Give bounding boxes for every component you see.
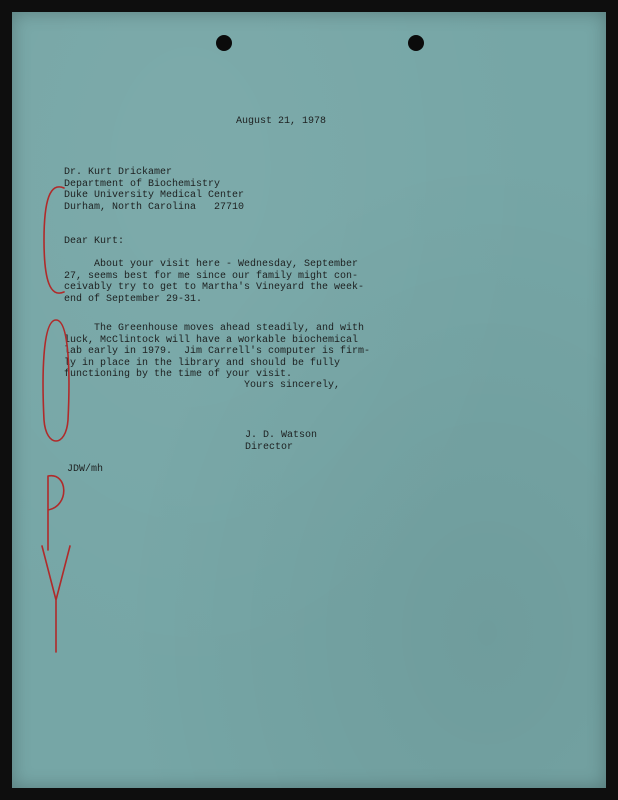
signer-title: Director xyxy=(245,441,294,453)
recipient-department: Department of Biochemistry xyxy=(64,178,221,190)
recipient-name: Dr. Kurt Drickamer xyxy=(64,167,173,178)
stamp-letter-o xyxy=(43,320,69,441)
closing: Yours sincerely, xyxy=(244,380,341,391)
text-line: About your visit here - Wednesday, September xyxy=(64,259,359,270)
recipient-address xyxy=(64,167,244,213)
body-paragraph-2 xyxy=(64,323,370,381)
letter-date: August 21, 1978 xyxy=(236,116,327,127)
signature-block xyxy=(245,430,317,453)
text-line: lab early in 1979. Jim Carrell's computer is firm- xyxy=(64,346,371,357)
stamp-letter-y xyxy=(42,546,70,652)
salutation: Dear Kurt: xyxy=(64,236,125,247)
typist-initials: JDW/mh xyxy=(67,464,104,475)
text-line: ly in place in the library and should be fully xyxy=(64,357,341,369)
stamp-letter-p xyxy=(48,476,64,550)
text-line: luck, McClintock will have a workable biochemical xyxy=(64,334,359,346)
punch-hole-left xyxy=(216,35,232,51)
copy-stamp-letters xyxy=(42,187,70,652)
recipient-city: Durham, North Carolina 27710 xyxy=(64,201,245,213)
text-line: The Greenhouse moves ahead steadily, and with xyxy=(64,323,365,334)
stamp-letter-c xyxy=(44,187,64,293)
text-line: 27, seems best for me since our family might con- xyxy=(64,270,359,282)
punch-hole-right xyxy=(408,35,424,51)
signer-name: J. D. Watson xyxy=(245,430,318,441)
text-line: functioning by the time of your visit. xyxy=(64,369,293,380)
text-line: ceivably try to get to Martha's Vineyard the week- xyxy=(64,282,365,293)
body-paragraph-1 xyxy=(64,259,364,305)
text-line: end of September 29-31. xyxy=(64,293,203,305)
copy-stamp xyxy=(36,180,76,660)
letter-sheet xyxy=(12,12,606,788)
recipient-institution: Duke University Medical Center xyxy=(64,190,245,201)
